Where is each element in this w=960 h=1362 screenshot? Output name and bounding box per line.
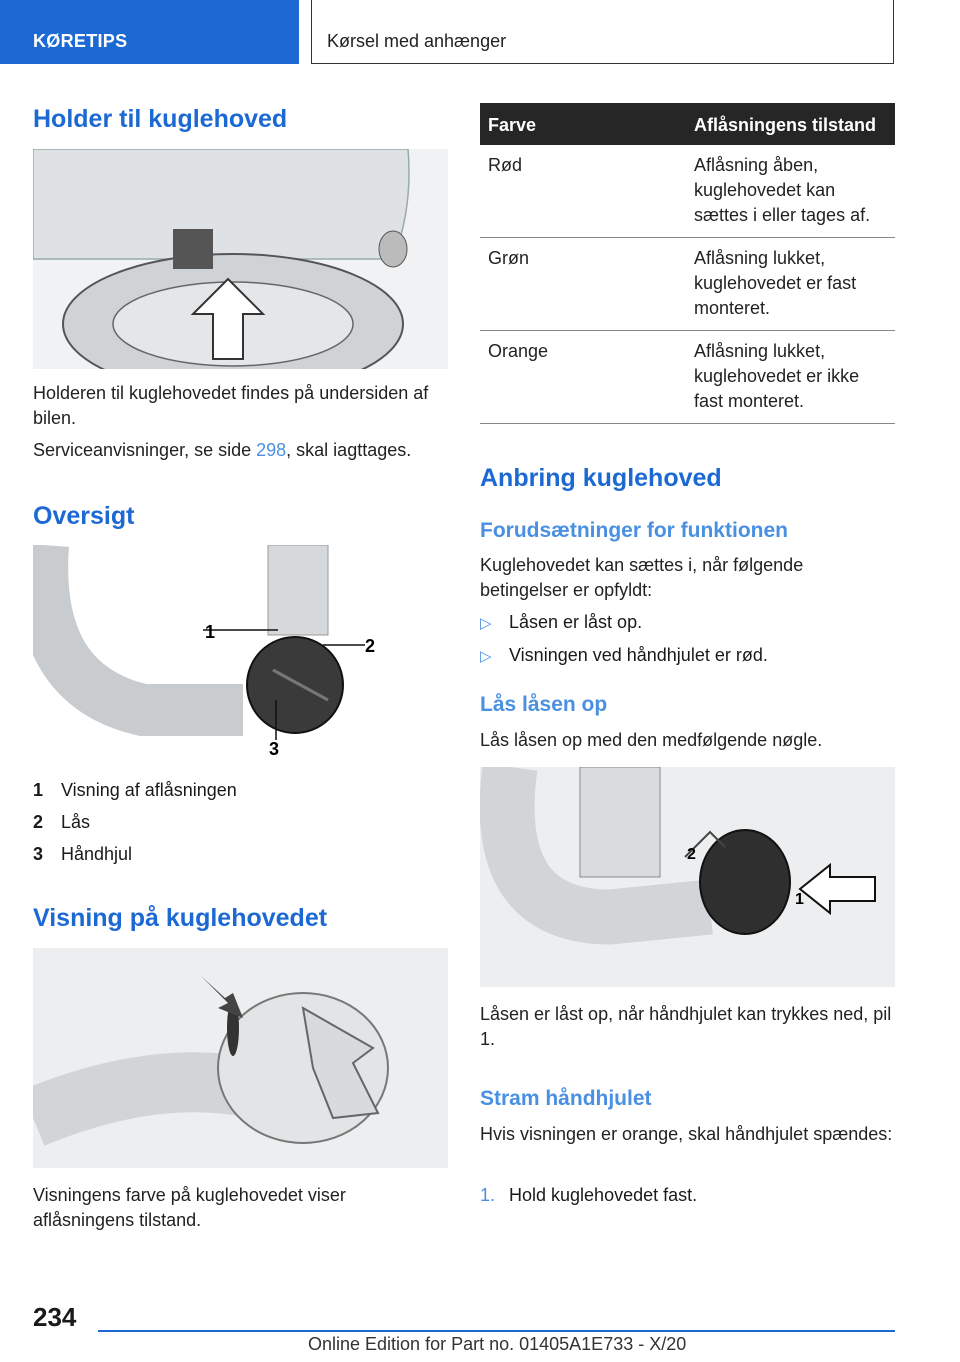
table-cell: Aflåsning lukket, kuglehovedet er fast monteret.: [686, 238, 895, 331]
figure-overview: [33, 545, 448, 765]
table-cell: Aflåsning lukket, kuglehovedet er ikke fast monteret.: [686, 331, 895, 424]
legend-num: 1: [33, 780, 44, 800]
table-cell: Rød: [480, 145, 686, 238]
legend-num: 3: [33, 844, 44, 864]
figure-label-2: 2: [365, 636, 376, 656]
table-header-row: [480, 103, 895, 145]
holder-text-2-pre: Serviceanvisninger, se side: [33, 440, 257, 460]
figure-holder: [33, 149, 448, 369]
step-number: 1.: [480, 1185, 496, 1205]
legend-text: Håndhjul: [61, 844, 133, 864]
stram-text: Hvis visningen er orange, skal håndhjulet spændes:: [480, 1124, 893, 1144]
page-number: 234: [33, 1302, 77, 1332]
table-cell: Grøn: [480, 238, 686, 331]
heading-oversigt: Oversigt: [33, 502, 135, 530]
holder-text-2-post: , skal iagttages.: [286, 440, 412, 460]
section-tab: [0, 0, 299, 64]
legend-text: Lås: [61, 812, 91, 832]
figure-unlock: [480, 767, 895, 987]
unlock-label-1: 1: [795, 891, 804, 908]
triangle-bullet-icon: ▷: [480, 615, 492, 632]
page-link[interactable]: 298: [256, 440, 287, 460]
table-row: [480, 331, 895, 424]
chapter-box: [311, 0, 894, 64]
heading-stram: Stram håndhjulet: [480, 1087, 652, 1110]
table-row: [480, 145, 895, 238]
heading-holder: Holder til kuglehoved: [33, 105, 288, 133]
legend-text: Visning af aflåsningen: [61, 780, 237, 800]
heading-anbring: Anbring kuglehoved: [480, 464, 722, 492]
heading-forud: Forudsætninger for funktionen: [480, 519, 788, 542]
step-text: Hold kuglehovedet fast.: [509, 1185, 698, 1205]
table-row: [480, 238, 895, 331]
figure-label-3: 3: [269, 739, 280, 759]
triangle-bullet-icon: ▷: [480, 648, 492, 665]
footer-divider: [98, 1330, 895, 1332]
heading-laas: Lås låsen op: [480, 693, 608, 716]
laas-text: Lås låsen op med den medfølgende nøgle.: [480, 730, 823, 750]
column-header: Farve: [480, 103, 686, 145]
unlock-label-2: 2: [687, 846, 696, 863]
figure-label-1: 1: [205, 622, 216, 642]
table-cell: Orange: [480, 331, 686, 424]
status-table: [480, 103, 895, 424]
unlock-caption: Låsen er låst op, når håndhjulet kan trykkes ned, pil 1.: [480, 1004, 892, 1049]
edition-note: Online Edition for Part no. 01405A1E733 - X/20: [308, 1334, 687, 1354]
forud-text: Kuglehovedet kan sættes i, når følgende betingelser er opfyldt:: [480, 555, 804, 600]
holder-text-2: [33, 438, 448, 463]
column-header: Aflåsningens tilstand: [686, 103, 895, 145]
heading-visning: Visning på kuglehovedet: [33, 904, 328, 932]
section-title: KØRETIPS: [33, 31, 128, 51]
chapter-title: Kørsel med anhænger: [327, 31, 507, 51]
figure-indicator: [33, 948, 448, 1168]
bullet-text: Låsen er låst op.: [509, 612, 643, 632]
bullet-text: Visningen ved håndhjulet er rød.: [509, 645, 768, 665]
holder-text-1: Holderen til kuglehovedet findes på undersiden af bilen.: [33, 383, 429, 428]
table-cell: Aflåsning åben, kuglehovedet kan sættes i eller tages af.: [686, 145, 895, 238]
legend-num: 2: [33, 812, 44, 832]
indicator-text: Visningens farve på kuglehovedet viser aflåsningens tilstand.: [33, 1185, 346, 1230]
